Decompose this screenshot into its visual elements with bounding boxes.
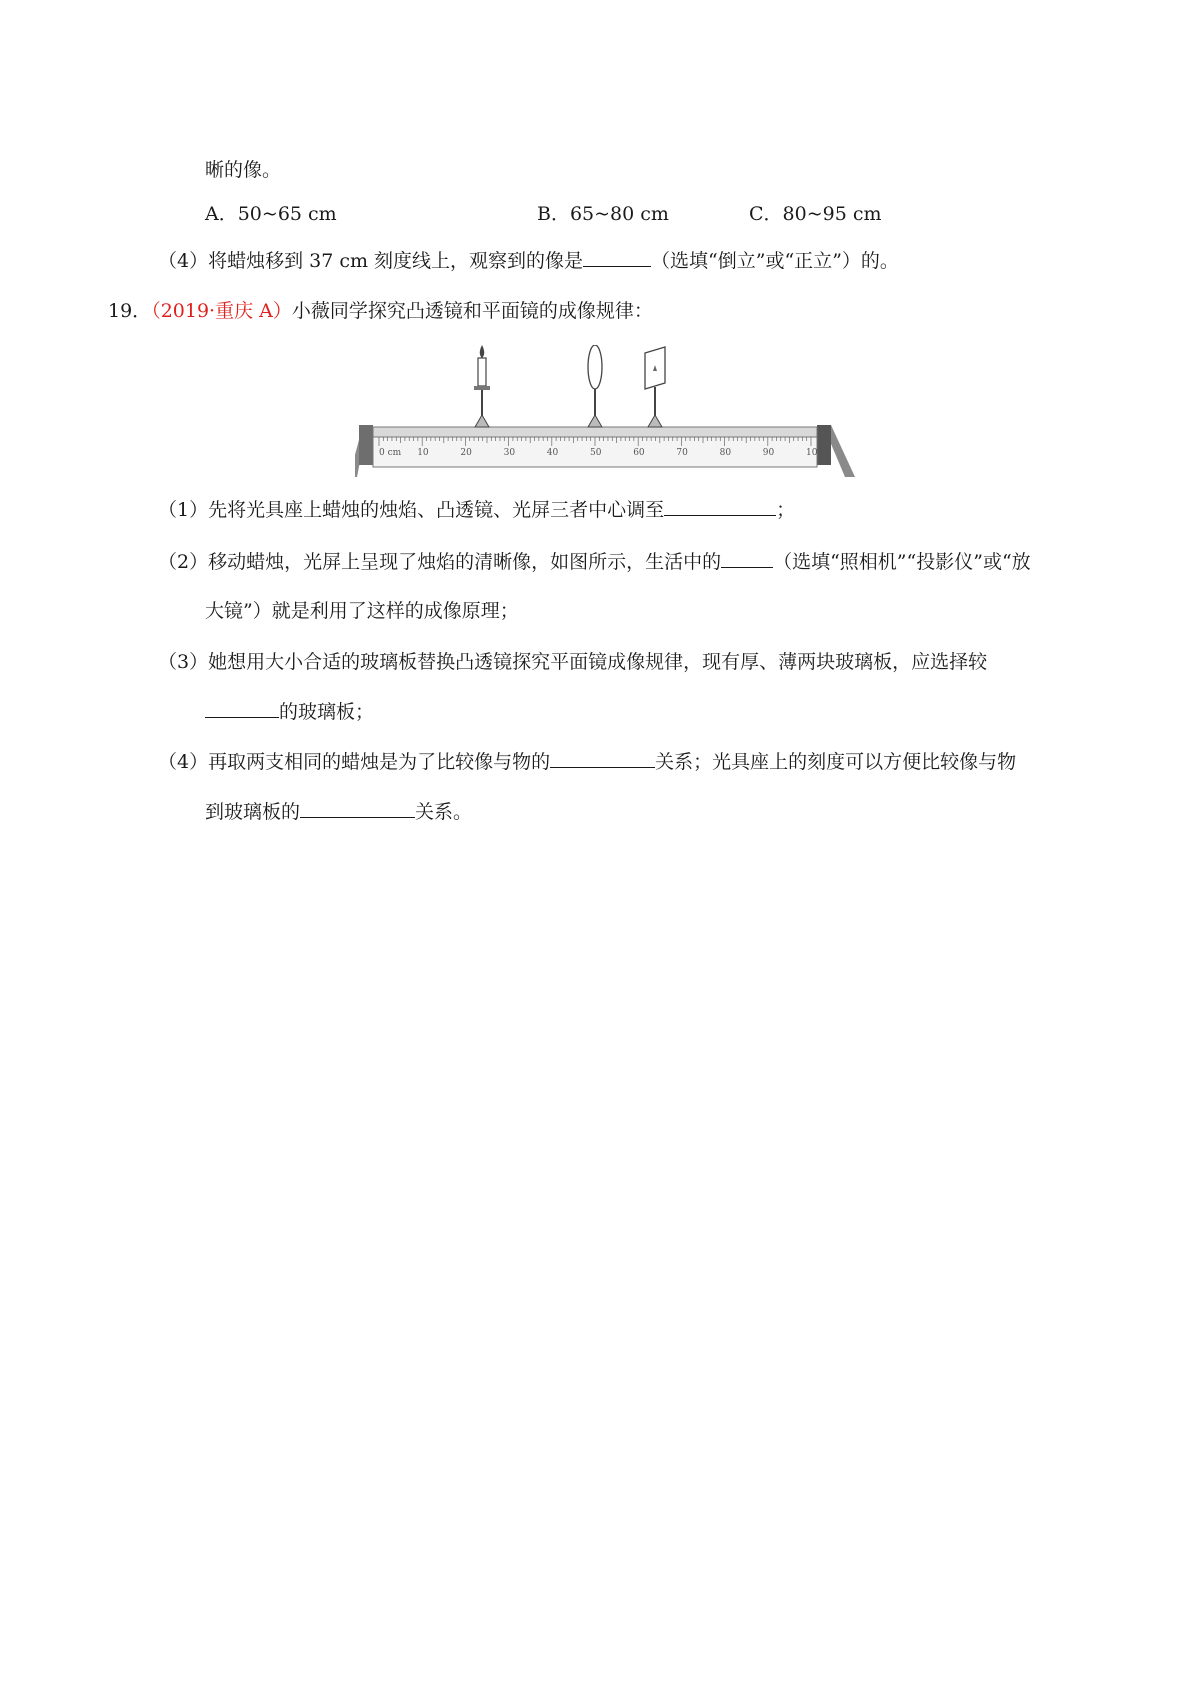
q19-part4-end: 关系。 [415,801,473,823]
candle-holder [474,386,490,390]
q19-part4-cont [205,799,472,825]
q19-part3: （3）她想用大小合适的玻璃板替换凸透镜探究平面镜成像规律，现有厚、薄两块玻璃板，应选择较 [158,651,988,673]
q19-part2-cont: 大镜”）就是利用了这样的成像原理； [205,600,519,622]
ruler-label: 50 [590,448,602,458]
answer-blank[interactable] [205,699,279,718]
light-screen [645,347,665,427]
convex-lens [588,345,602,427]
question-source: （2019·重庆 A） [151,300,292,322]
answer-blank[interactable] [664,497,776,516]
ruler-label: 10 [417,448,429,458]
ruler-label: 20 [460,448,472,458]
prev-q4-text-a: （4）将蜡烛移到 37 cm 刻度线上，观察到的像是 [158,250,584,272]
ruler-label: 40 [546,448,559,458]
answer-blank[interactable] [583,248,651,267]
option-c: C．80~95 cm [749,203,882,225]
ruler-label: 80 [719,448,732,458]
q19-part3-cont [205,699,374,725]
prev-q4 [158,248,899,274]
left-support [359,425,373,465]
ruler-label: 70 [676,448,688,458]
candle [474,345,490,427]
ruler-label: 100 [806,448,824,458]
ruler-label: 90 [762,448,775,458]
q19-part1-text: （1）先将光具座上蜡烛的烛焰、凸透镜、光屏三者中心调至 [158,499,665,521]
optical-bench-figure [355,345,855,485]
q19-part1 [158,497,795,523]
q19-part4-mid: 关系；光具座上的刻度可以方便比较像与物 [655,751,1017,773]
bench-rail-top [373,427,817,437]
q19-part3-end: 的玻璃板； [279,701,375,723]
question-number: 19． [108,300,152,322]
question-stem: 小薇同学探究凸透镜和平面镜的成像规律： [291,300,653,322]
ruler-label: 60 [633,448,645,458]
screen-base [648,415,662,427]
q19-part4-text: （4）再取两支相同的蜡烛是为了比较像与物的 [158,751,551,773]
candle-body [478,358,486,386]
q19-part4 [158,749,1016,775]
q19-part2 [158,549,1031,575]
lens-base [588,415,602,427]
answer-blank[interactable] [550,749,655,768]
ruler-label: 0 cm [379,448,402,458]
candle-base [475,415,489,427]
option-a: A．50~65 cm [205,203,337,225]
q19-part2-options: （选填“照相机”“投影仪”或“放 [773,551,1031,573]
q19-part1-end: ； [776,499,796,521]
prev-continuation: 晰的像。 [205,159,282,181]
lens-body [588,345,602,389]
right-support [817,425,831,465]
answer-blank[interactable] [721,549,773,568]
ruler-label: 30 [503,448,516,458]
option-b: B．65~80 cm [537,203,669,225]
question-19-stem [108,298,653,324]
q19-part2-text: （2）移动蜡烛，光屏上呈现了烛焰的清晰像，如图所示，生活中的 [158,551,722,573]
prev-q4-text-b: （选填“倒立”或“正立”）的。 [651,250,899,272]
candle-flame [480,345,485,358]
answer-blank[interactable] [300,799,415,818]
q19-part4-text2: 到玻璃板的 [205,801,301,823]
